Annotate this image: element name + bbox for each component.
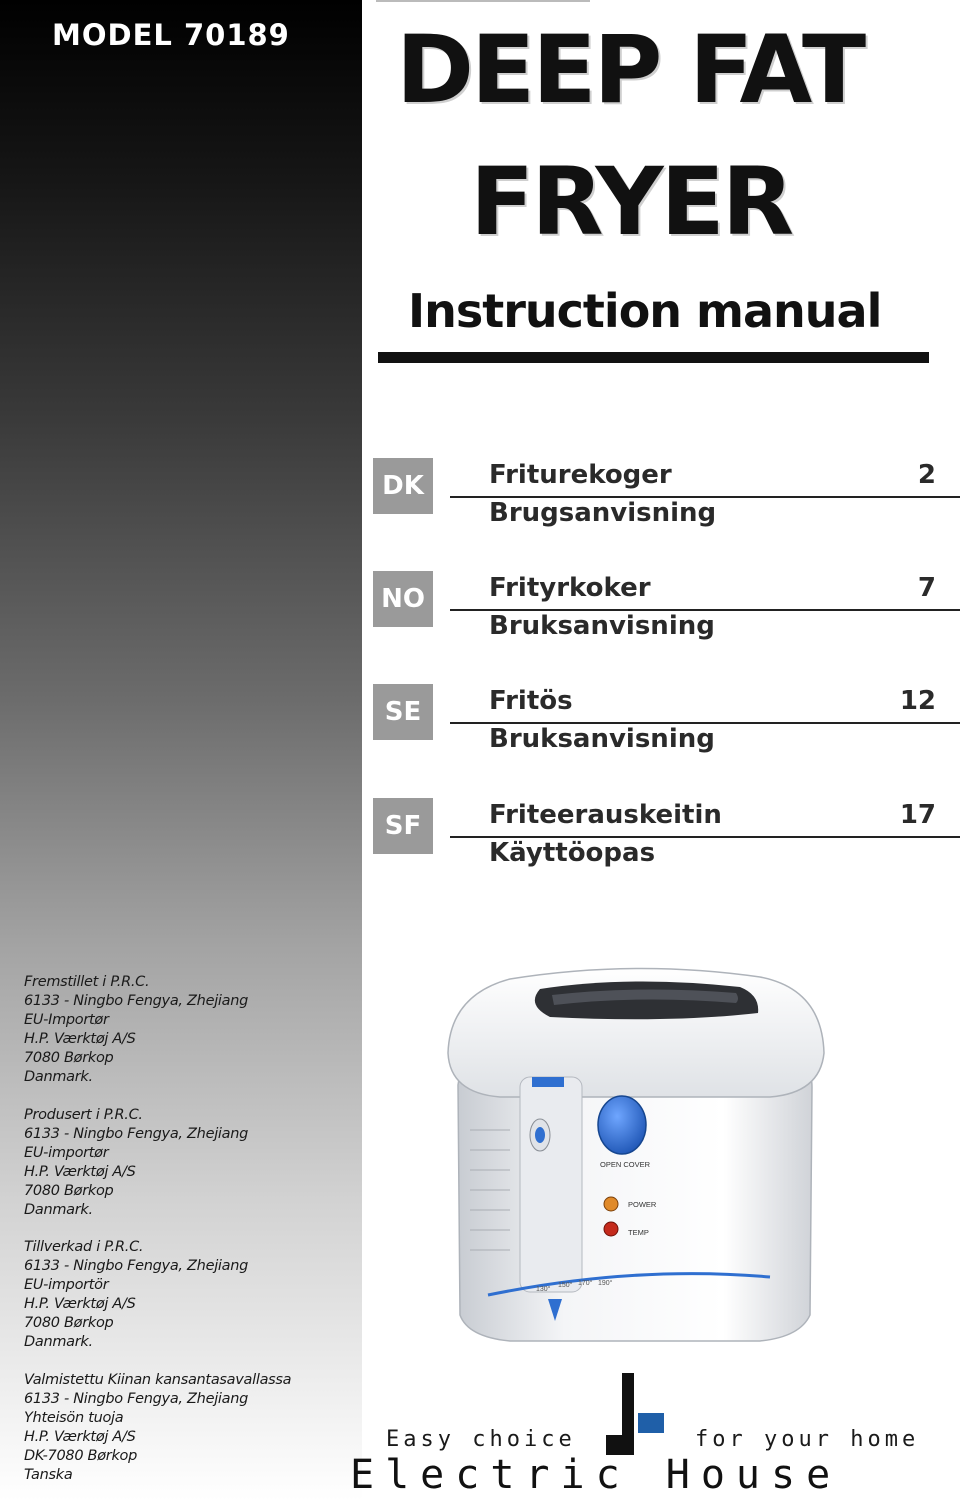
dial-mark: 190° <box>598 1280 613 1287</box>
dial-mark: 130° <box>536 1286 551 1293</box>
brand-name: Electric House <box>350 1452 842 1498</box>
address-line: H.P. Værktøj A/S <box>24 1429 136 1445</box>
language-subtitle: Bruksanvisning <box>489 724 715 754</box>
address-line: Produsert i P.R.C. <box>24 1107 143 1123</box>
deep-fryer-illustration <box>440 965 830 1350</box>
power-light <box>604 1197 618 1211</box>
language-code: DK <box>373 458 433 514</box>
address-line: EU-importör <box>24 1277 109 1293</box>
electric-house-logo <box>600 1373 668 1455</box>
address-line: Danmark. <box>24 1069 93 1085</box>
address-line: 7080 Børkop <box>24 1183 114 1199</box>
title-line-2: FRYER <box>470 148 792 257</box>
language-code: NO <box>373 571 433 627</box>
address-block-no <box>24 1106 248 1220</box>
address-block-sf <box>24 1371 291 1485</box>
address-line: Danmark. <box>24 1334 93 1350</box>
address-block-se <box>24 1238 248 1352</box>
title-line-1: DEEP FAT <box>396 16 864 125</box>
address-line: 6133 - Ningbo Fengya, Zhejiang <box>24 1258 249 1274</box>
page-number: 2 <box>917 460 936 490</box>
language-entry-se <box>0 684 960 804</box>
temp-light <box>604 1222 618 1236</box>
language-subtitle: Brugsanvisning <box>489 498 717 528</box>
power-label: POWER <box>628 1200 657 1209</box>
temp-label: TEMP <box>628 1228 649 1237</box>
address-line: H.P. Værktøj A/S <box>24 1031 136 1047</box>
language-subtitle: Bruksanvisning <box>489 611 715 641</box>
dial-mark: 150° <box>558 1282 573 1289</box>
language-title: Friteerauskeitin <box>489 800 722 830</box>
tagline-left: Easy choice <box>386 1427 576 1452</box>
address-line: Yhteisön tuoja <box>24 1410 124 1426</box>
handle-panel <box>520 1077 582 1292</box>
address-line: H.P. Værktøj A/S <box>24 1164 136 1180</box>
address-line: Danmark. <box>24 1202 93 1218</box>
address-line: DK-7080 Børkop <box>24 1448 138 1464</box>
page-number: 12 <box>899 686 936 716</box>
address-line: 7080 Børkop <box>24 1315 114 1331</box>
address-line: EU-importør <box>24 1145 109 1161</box>
language-title: Frityrkoker <box>489 573 651 603</box>
address-line: Valmistettu Kiinan kansantasavallassa <box>24 1372 292 1388</box>
tagline-right: for your home <box>695 1427 920 1452</box>
language-title: Fritös <box>489 686 573 716</box>
address-line: 6133 - Ningbo Fengya, Zhejiang <box>24 1126 249 1142</box>
address-line: 7080 Børkop <box>24 1050 114 1066</box>
address-line: Tanska <box>24 1467 73 1483</box>
language-subtitle: Käyttöopas <box>489 838 656 868</box>
language-code: SF <box>373 798 433 854</box>
language-title: Friturekoger <box>489 460 672 490</box>
address-line: EU-Importør <box>24 1012 109 1028</box>
language-entry-sf <box>0 798 960 918</box>
model-number: MODEL 70189 <box>52 18 290 52</box>
manual-subtitle: Instruction manual <box>408 284 882 338</box>
page-number: 7 <box>917 573 936 603</box>
address-line: 6133 - Ningbo Fengya, Zhejiang <box>24 993 249 1009</box>
address-line: Tillverkad i P.R.C. <box>24 1239 144 1255</box>
open-cover-label: OPEN COVER <box>600 1160 651 1169</box>
language-entry-dk <box>0 458 960 578</box>
language-entry-no <box>0 571 960 691</box>
page-number: 17 <box>899 800 936 830</box>
open-cover-button <box>598 1096 646 1154</box>
subtitle-underline <box>378 352 929 363</box>
address-line: H.P. Værktøj A/S <box>24 1296 136 1312</box>
language-code: SE <box>373 684 433 740</box>
address-line: Fremstillet i P.R.C. <box>24 974 150 990</box>
address-block-dk <box>24 973 248 1087</box>
address-line: 6133 - Ningbo Fengya, Zhejiang <box>24 1391 249 1407</box>
top-rule <box>376 0 590 2</box>
dial-mark: 170° <box>578 1280 593 1287</box>
